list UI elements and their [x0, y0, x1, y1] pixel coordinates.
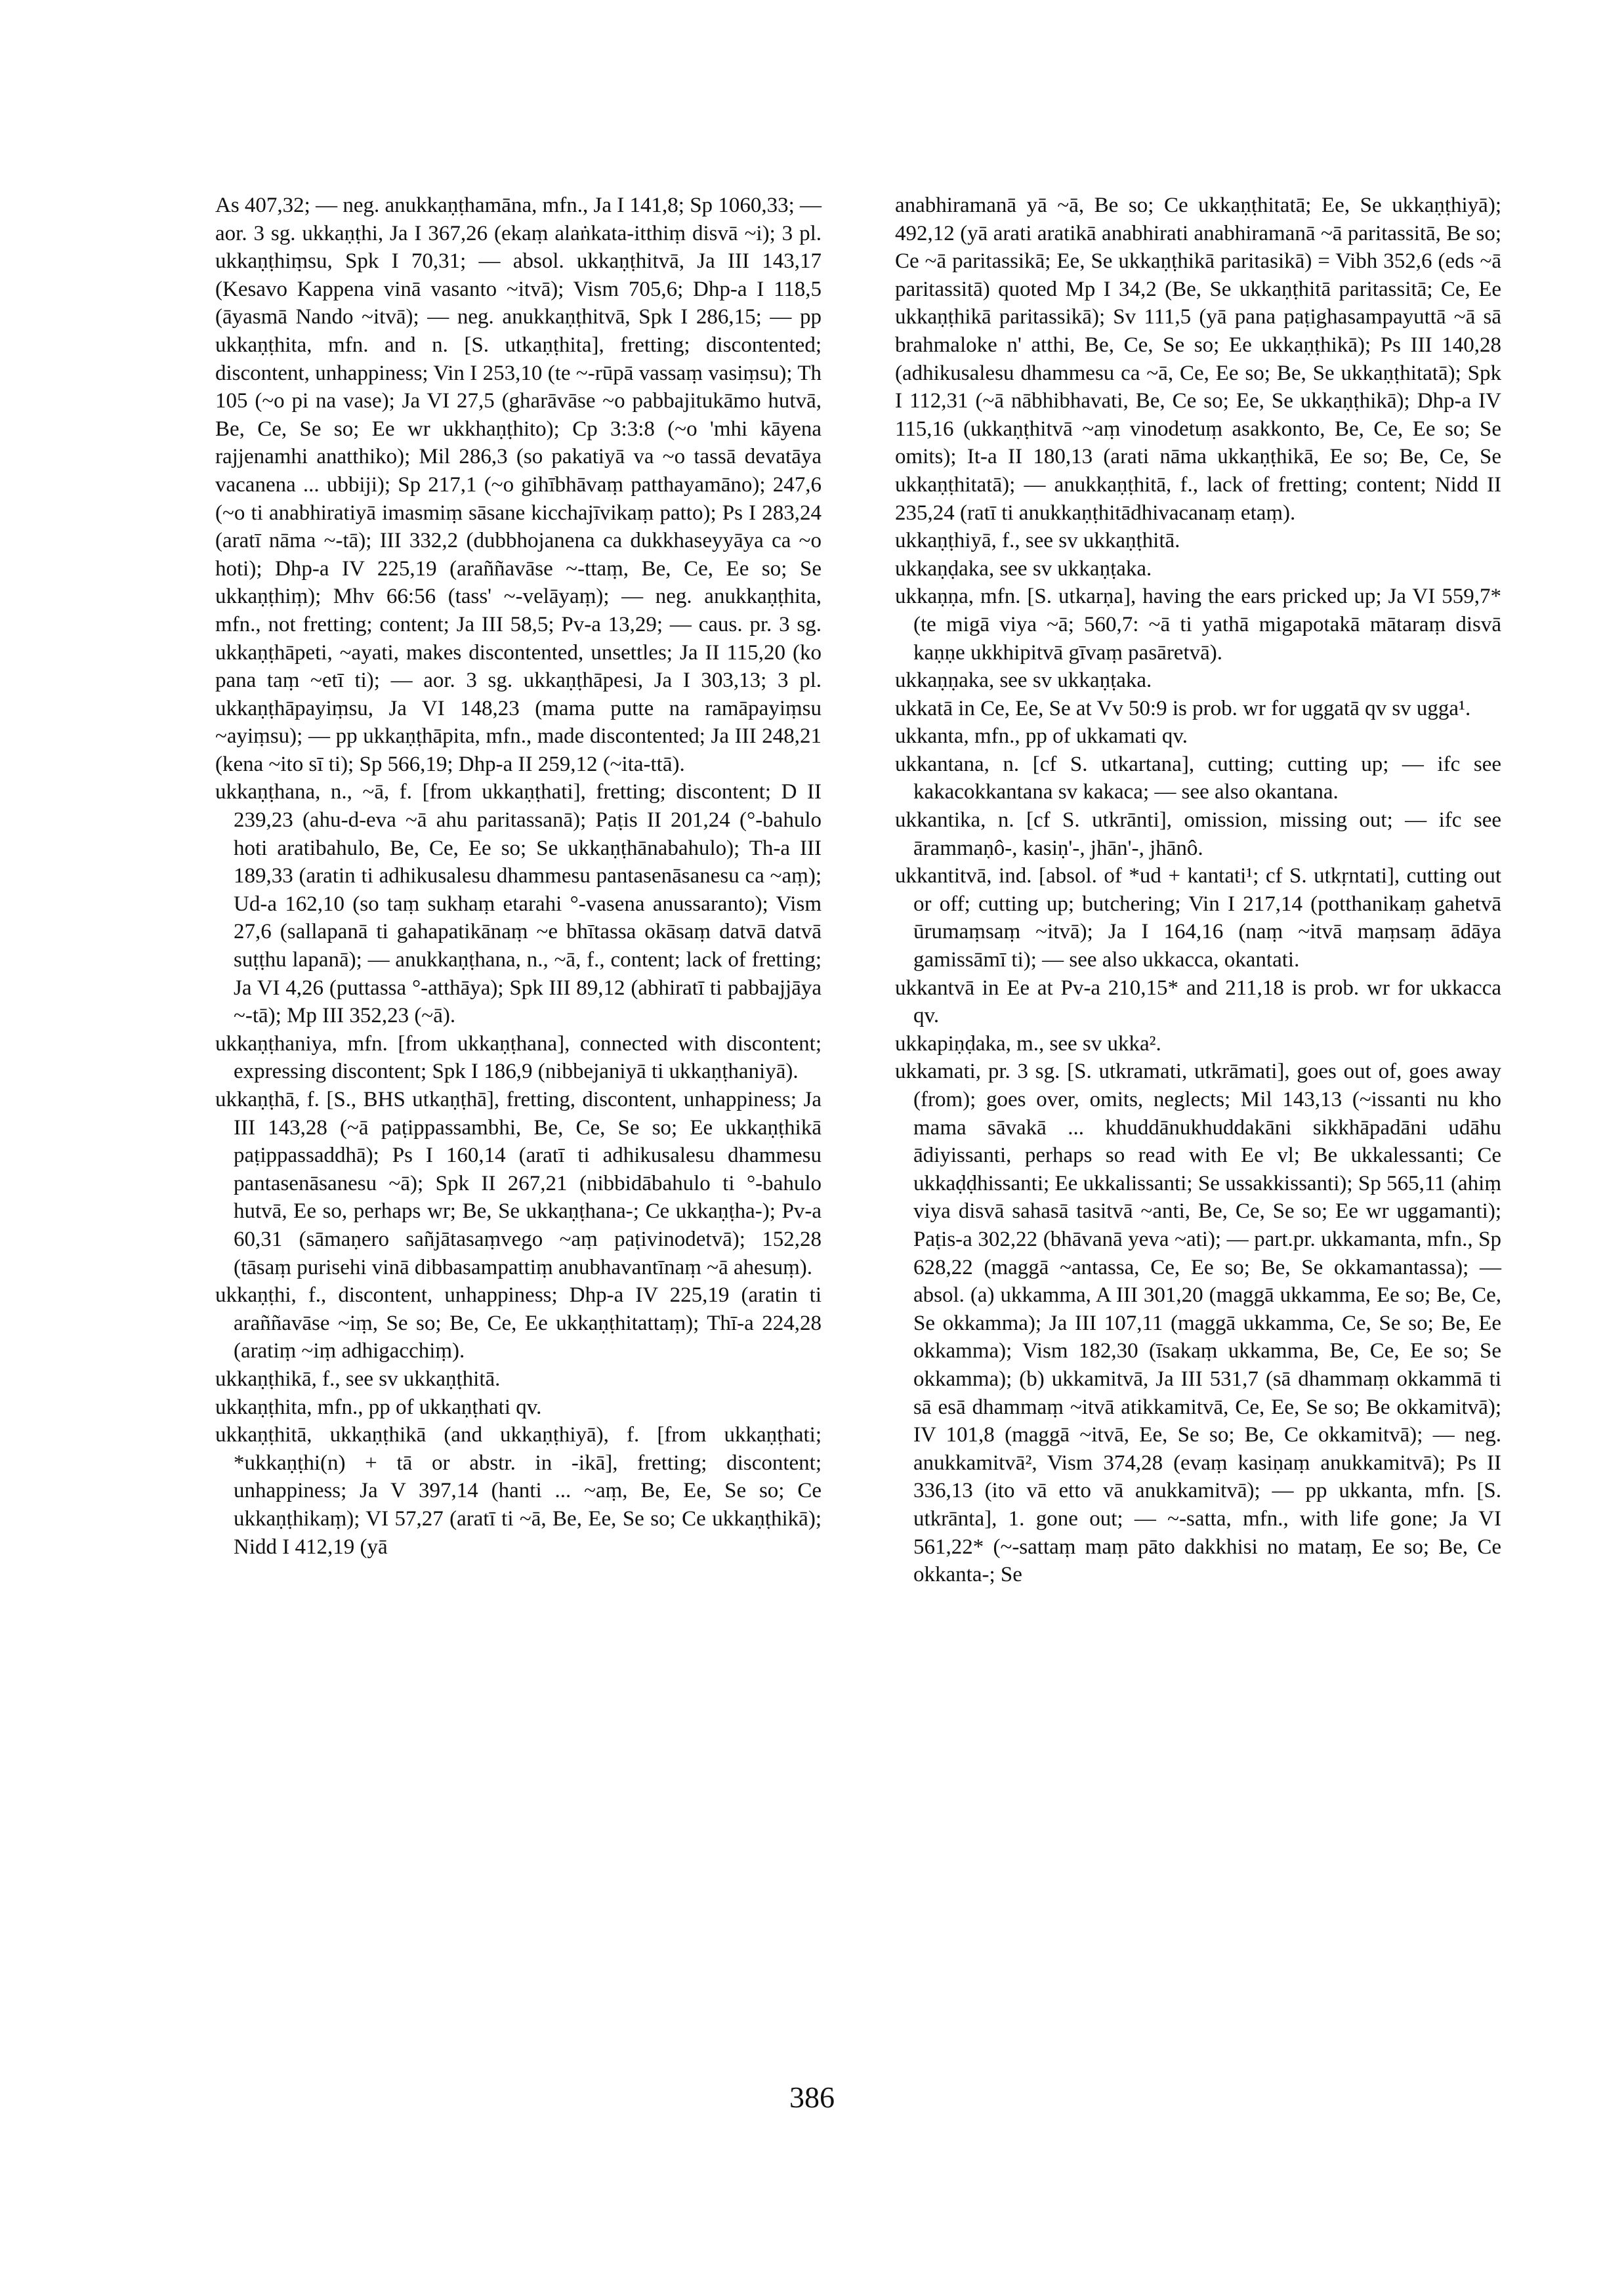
entry-ukkannaka: ukkaṇṇaka, see sv ukkaṇṭaka. [895, 669, 1152, 693]
right-column [895, 192, 1501, 1589]
entry-ukkantha: ukkaṇṭhā, f. [S., BHS utkaṇṭhā], fretting, discontent, unhappiness; Ja III 143,28 (~ā paṭippassambhi, Be, Ce, Se so; Ee ukkaṇṭhikā paṭippassaddhā); Ps I 160,14 (aratī ti adhikusalesu dhammesu pantasenāsanesu ~ā); Spk II 267,21 (nibbidābahulo ti °-bahulo hutvā, Ee so, perhaps wr; Be, Se ukkaṇṭhana-; Ce ukkaṇṭha-); Pv-a 60,31 (sāmaṇero sañjātasaṃvego ~aṃ paṭivinodetvā); 152,28 (tāsaṃ purisehi vinā dibbasampattiṃ anubhavantīnaṃ ~ā ahesuṃ). [215, 1088, 822, 1279]
page-number: 386 [789, 2080, 835, 2114]
entry-ukkanthika: ukkaṇṭhikā, f., see sv ukkaṇṭhitā. [215, 1367, 501, 1391]
entry-ukkantva: ukkantvā in Ee at Pv-a 210,15* and 211,18 is prob. wr for ukkacca qv. [895, 976, 1501, 1028]
entry-ukkandaka: ukkaṇḍaka, see sv ukkaṇṭaka. [895, 556, 1152, 581]
entry-ukkapindaka: ukkapiṇḍaka, m., see sv ukka². [895, 1031, 1161, 1056]
entry-ukkanthaniya: ukkaṇṭhaniya, mfn. [from ukkaṇṭhana], connected with discontent; expressing discontent; Spk I 186,9 (nibbejaniyā ti ukkaṇṭhaniyā). [215, 1031, 822, 1084]
entry-ukkanthana: ukkaṇṭhana, n., ~ā, f. [from ukkaṇṭhati], fretting; discontent; D II 239,23 (ahu-d-eva ~ā ahu paritassanā); Paṭis II 201,24 (°-bahulo hoti aratibahulo, Be, Ce, Ee so; Se ukkaṇṭhānabahulo); Th-a III 189,33 (aratin ti adhikusalesu dhammesu pantasenāsanesu ca ~aṃ); Ud-a 162,10 (so taṃ sukhaṃ etarahi °-vasena anussaranto); Vism 27,6 (sallapanā ti gahapatikānaṃ ~e bhītassa okāsaṃ datvā datvā suṭṭhu lapanā); — anukkaṇṭhana, n., ~ā, f., content; lack of fretting; Ja VI 4,26 (puttassa °-atthāya); Spk III 89,12 (abhiratī ti pabbajjāya ~-tā); Mp III 352,23 (~ā). [215, 780, 822, 1028]
entry-ukkanthita-continuation: anabhiramanā yā ~ā, Be so; Ce ukkaṇṭhitatā; Ee, Se ukkaṇṭhiyā); 492,12 (yā arati aratikā anabhirati anabhiramanā ~ā paritassitā, Be so; Ce ~ā paritassikā; Ee, Se ukkaṇṭhikā paritasikā) = Vibh 352,6 (eds ~ā paritassitā) quoted Mp I 34,2 (Be, Se ukkaṇṭhitā paritassitā; Ce, Ee ukkaṇṭhikā paritassikā); Sv 111,5 (yā pana paṭighasampayuttā ~ā sā brahmaloke n' atthi, Be, Ce, Se so; Ee ukkaṇṭhikā); Ps III 140,28 (adhikusalesu dhammesu ca ~ā, Ce, Ee so; Be, Se ukkaṇṭhitatā); Spk I 112,31 (~ā nābhibhavati, Be, Ce so; Ee, Se ukkaṇṭhikā); Dhp-a IV 115,16 (ukkaṇṭhitvā ~aṃ vinodetuṃ asakkonto, Be, Ce, Ee so; Se omits); It-a II 180,13 (arati nāma ukkaṇṭhikā, Ee so; Be, Ce, Se ukkaṇṭhitatā); — anukkaṇṭhitā, f., lack of fretting; content; Nidd II 235,24 (ratī ti anukkaṇṭhitādhivacanaṃ etaṃ). [895, 194, 1501, 525]
entry-ukkanthiya: ukkaṇṭhiyā, f., see sv ukkaṇṭhitā. [895, 529, 1180, 553]
entry-ukkanna: ukkaṇṇa, mfn. [S. utkarṇa], having the ears pricked up; Ja VI 559,7* (te migā viya ~ā; 560,7: ~ā ti yathā migapotakā mātaraṃ disvā kaṇṇe ukkhipitvā gīvaṃ pasāretvā). [895, 585, 1501, 665]
entry-ukkantitva: ukkantitvā, ind. [absol. of *ud + kantati¹; cf S. utkṛntati], cutting out or off; cutting up; butchering; Vin I 217,14 (potthanikaṃ gahetvā ūrumaṃsaṃ ~itvā); Ja I 164,16 (naṃ ~itvā maṃsaṃ ādāya gamissāmī ti); — see also ukkacca, okantati. [895, 864, 1501, 972]
entry-ukkanthita-fem: ukkaṇṭhitā, ukkaṇṭhikā (and ukkaṇṭhiyā), f. [from ukkaṇṭhati; *ukkaṇṭhi(n) + tā or abstr. in -ikā], fretting; discontent; unhappiness; Ja V 397,14 (hanti ... ~aṃ, Be, Ee, Se so; Ce ukkaṇṭhikaṃ); VI 57,27 (aratī ti ~ā, Be, Ee, Se so; Ce ukkaṇṭhikā); Nidd I 412,19 (yā [215, 1423, 822, 1559]
left-column [215, 192, 822, 1561]
entry-ukkamati: ukkamati, pr. 3 sg. [S. utkramati, utkrāmati], goes out of, goes away (from); goes over, omits, neglects; Mil 143,13 (~issanti nu kho mama sāvakā ... khuddānukhuddakāni sikkhāpadāni udāhu ādiyissanti, perhaps so read with Ee vl; Be ukkalessanti; Ce ukkaḍḍhissanti; Ee ukkalissanti; Se ussakkissanti); Sp 565,11 (ahiṃ viya disvā sahasā tasitvā ~anti, Be, Ce, Se so; Ee wr uggamanti); Paṭis-a 302,22 (bhāvanā yeva ~ati); — part.pr. ukkamanta, mfn., Sp 628,22 (maggā ~antassa, Ce, Ee so; Be, Se okkamantassa); — absol. (a) ukkamma, A III 301,20 (maggā ukkamma, Ee so; Be, Ce, Se okkamma); Ja III 107,11 (maggā ukkamma, Ce, Se so; Be, Ee okkamma); Vism 182,30 (īsakaṃ ukkamma, Be, Ce, Ee so; Se okkamma); (b) ukkamitvā, Ja III 531,7 (sā dhammaṃ okkammā ti sā esā dhammaṃ ~itvā atikkamitvā, Ce, Ee, Se so; Be okkamitvā); IV 101,8 (maggā ~itvā, Ee, Se so; Be, Ce okkamitvā); — neg. anukkamitvā², Vism 374,28 (evaṃ kasiṇaṃ anukkamitvā); Ps II 336,13 (ito vā etto vā anukkamitvā); — pp ukkanta, mfn. [S. utkrānta], 1. gone out; — ~-satta, mfn., with life gone; Ja VI 561,22* (~-sattaṃ maṃ pāto dakkhisi no mataṃ, Ee so; Be, Ce okkanta-; Se [895, 1060, 1501, 1587]
entry-ukkanthi: ukkaṇṭhi, f., discontent, unhappiness; Dhp-a IV 225,19 (aratin ti araññavāse ~iṃ, Se so; Be, Ce, Ee ukkaṇṭhitattaṃ); Thī-a 224,28 (aratiṃ ~iṃ adhigacchiṃ). [215, 1283, 822, 1363]
entry-ukkanthati-continuation: As 407,32; — neg. anukkaṇṭhamāna, mfn., Ja I 141,8; Sp 1060,33; — aor. 3 sg. ukkaṇṭhi, Ja I 367,26 (ekaṃ alaṅkata-itthiṃ disvā ~i); 3 pl. ukkaṇṭhiṃsu, Spk I 70,31; — absol. ukkaṇṭhitvā, Ja III 143,17 (Kesavo Kappena vinā vasanto ~itvā); Vism 705,6; Dhp-a I 118,5 (āyasmā Nando ~itvā); — neg. anukkaṇṭhitvā, Spk I 286,15; — pp ukkaṇṭhita, mfn. and n. [S. utkaṇṭhita], fretting; discontented; discontent, unhappiness; Vin I 253,10 (te ~-rūpā vassaṃ vasiṃsu); Th 105 (~o pi na vase); Ja VI 27,5 (gharāvāse ~o pabbajitukāmo hutvā, Be, Ce, Se so; Ee wr ukkhaṇṭhito); Cp 3:3:8 (~o 'mhi kāyena rajjenamhi anatthiko); Mil 286,3 (so pakatiyā va ~o tassā devatāya vacanena ... ubbiji); Sp 217,1 (~o gihībhāvaṃ patthayamāno); 247,6 (~o ti anabhiratiyā imasmiṃ sāsane kicchajīvikaṃ patto); Ps I 283,24 (aratī nāma ~-tā); III 332,2 (dubbhojanena ca dukkhaseyyāya ca ~o hoti); Dhp-a IV 225,19 (araññavāse ~-ttaṃ, Be, Ce, Ee so; Se ukkaṇṭhiṃ); Mhv 66:56 (tass' ~-velāyaṃ); — neg. anukkaṇṭhita, mfn., not fretting; content; Ja III 58,5; Pv-a 13,29; — caus. pr. 3 sg. ukkaṇṭhāpeti, ~ayati, makes discontented, unsettles; Ja II 115,20 (ko pana taṃ ~etī ti); — aor. 3 sg. ukkaṇṭhāpesi, Ja I 303,13; 3 pl. ukkaṇṭhāpayiṃsu, Ja VI 148,23 (mama putte na ramāpayiṃsu ~ayiṃsu); — pp ukkaṇṭhāpita, mfn., made discontented; Ja III 248,21 (kena ~ito sī ti); Sp 566,19; Dhp-a II 259,12 (~ita-ttā). [215, 194, 822, 776]
entry-ukkantana: ukkantana, n. [cf S. utkartana], cutting; cutting up; — ifc see kakacokkantana sv kakaca; — see also okantana. [895, 752, 1501, 804]
entry-ukkata: ukkatā in Ce, Ee, Se at Vv 50:9 is prob. wr for uggatā qv sv ugga¹. [895, 696, 1471, 720]
entry-ukkantika: ukkantika, n. [cf S. utkrānti], omission, missing out; — ifc see ārammaṇô-, kasiṇ'-, jhān'-, jhānô. [895, 808, 1501, 860]
entry-ukkanta: ukkanta, mfn., pp of ukkamati qv. [895, 724, 1188, 749]
entry-ukkanthita: ukkaṇṭhita, mfn., pp of ukkaṇṭhati qv. [215, 1395, 542, 1419]
